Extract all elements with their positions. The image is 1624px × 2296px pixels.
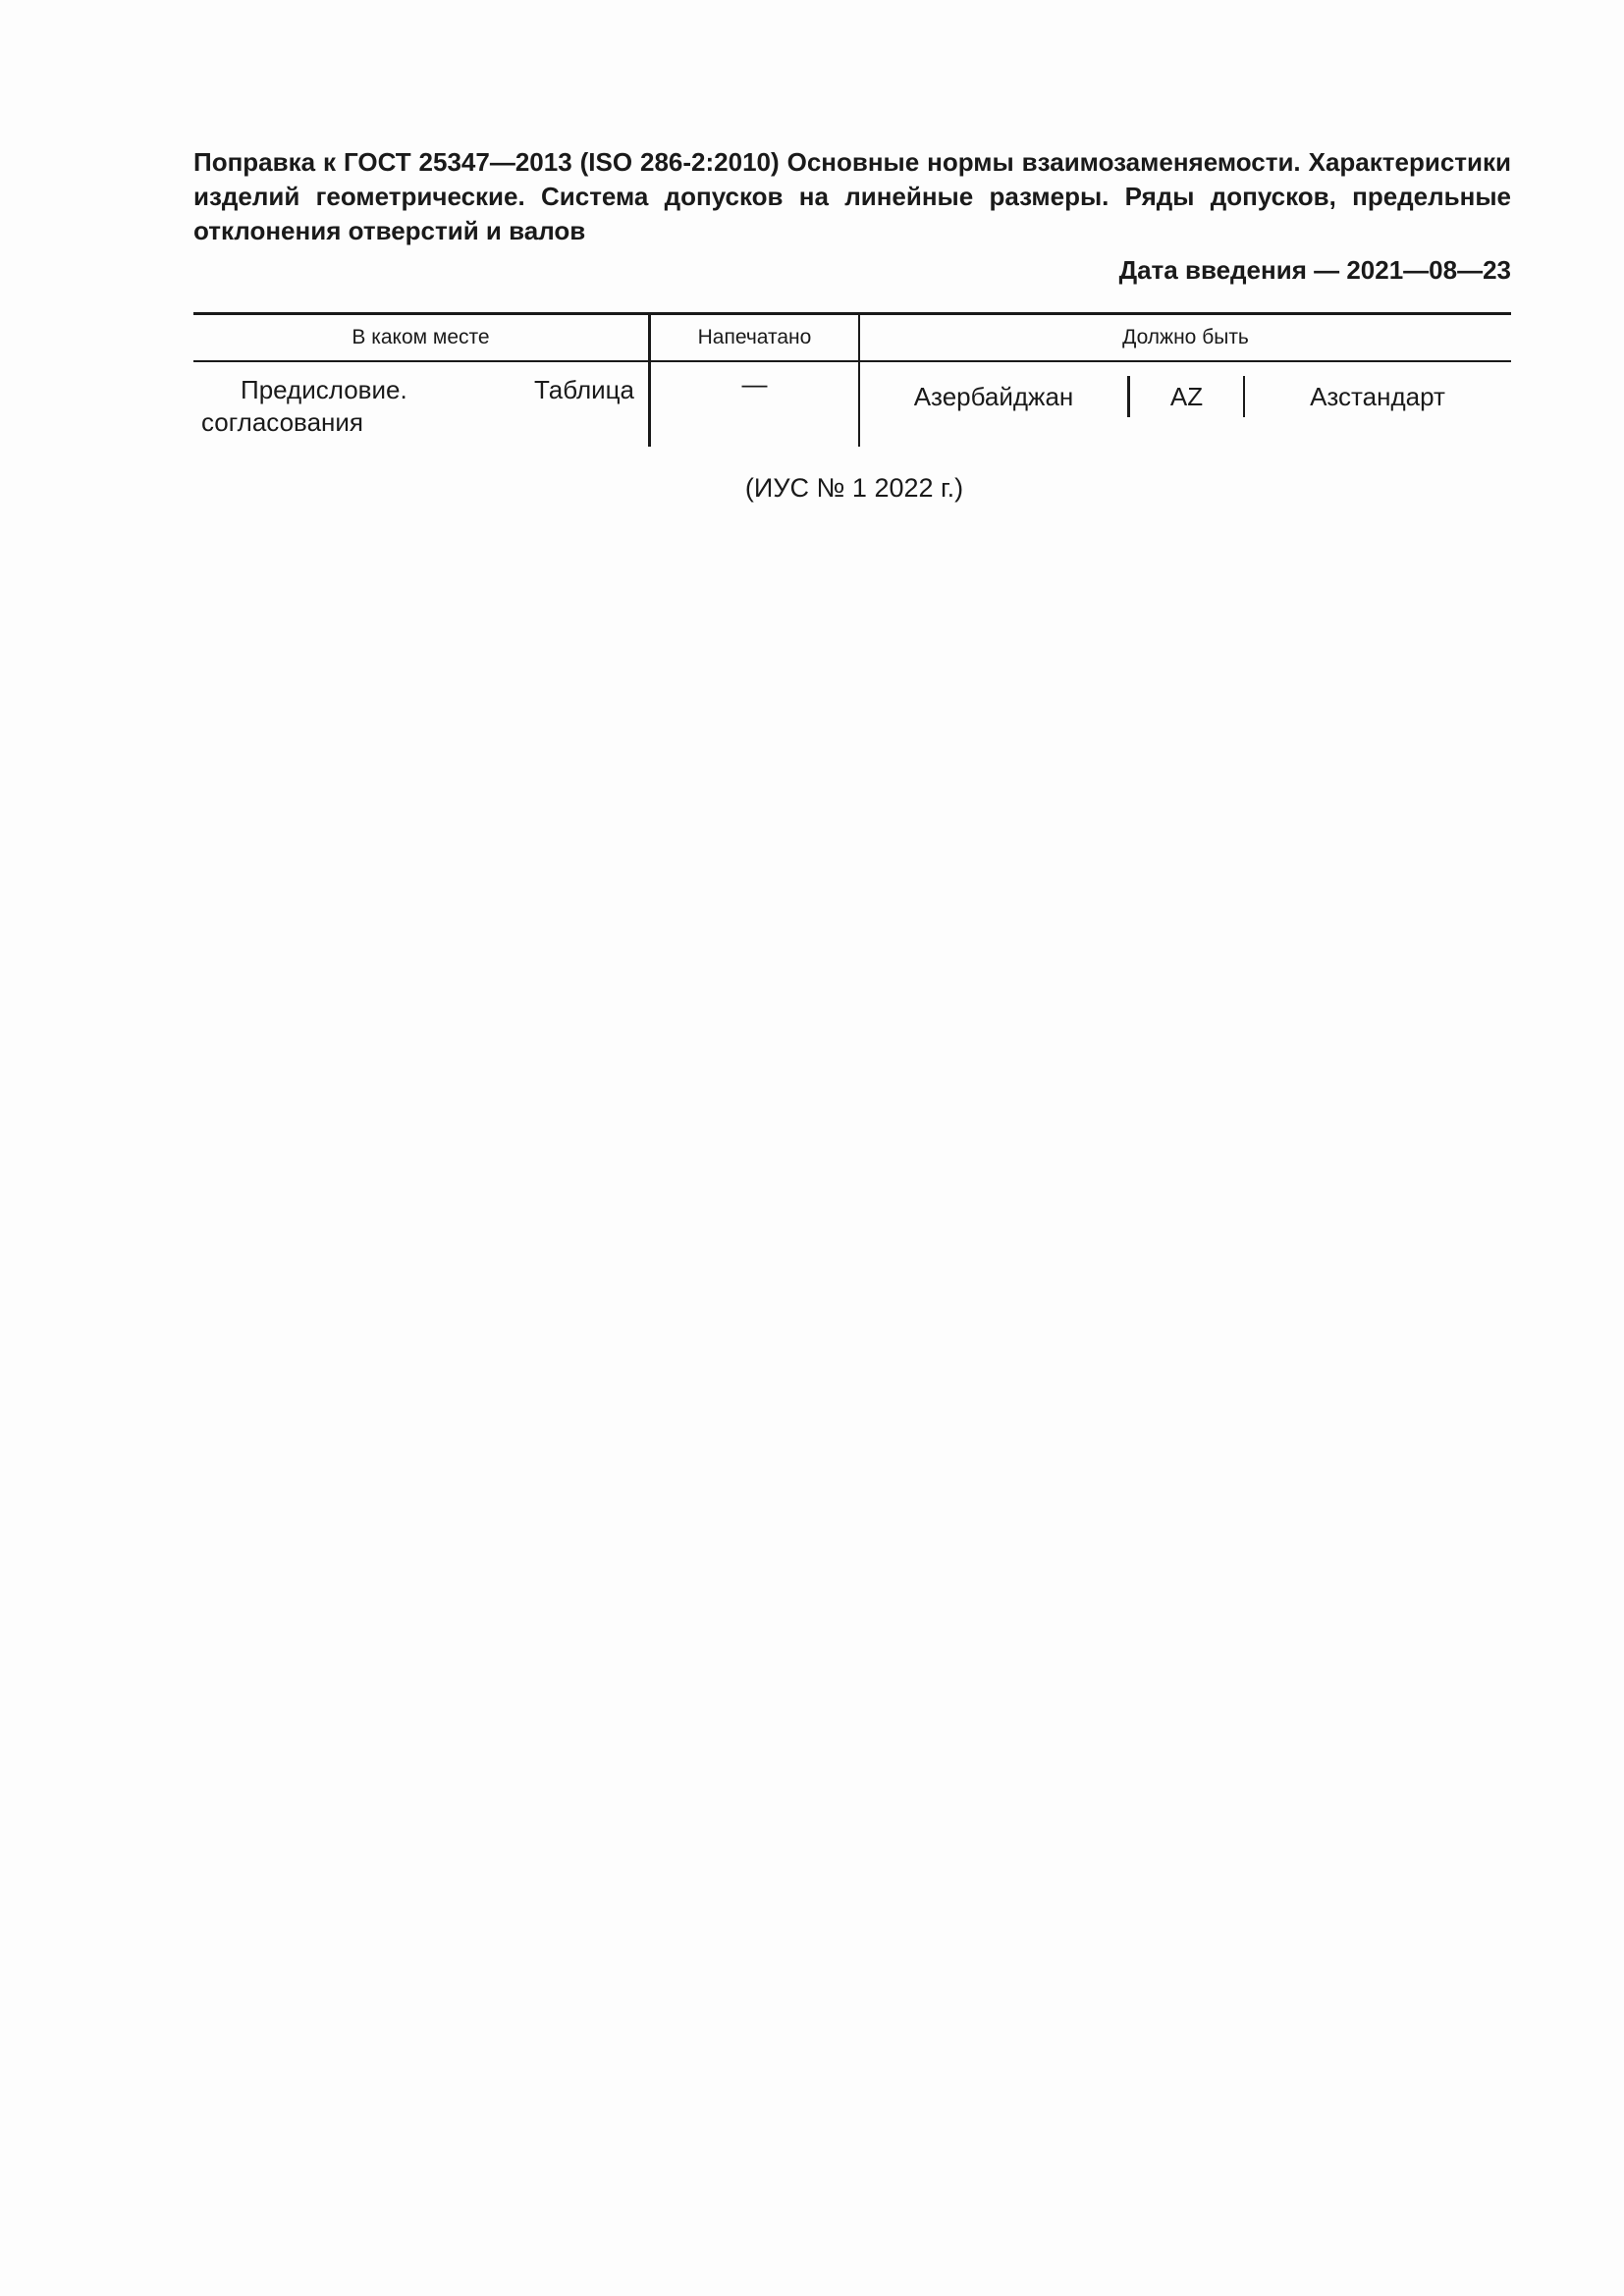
country-code: AZ: [1127, 376, 1245, 417]
source-reference: (ИУС № 1 2022 г.): [744, 473, 964, 503]
amendment-title: Поправка к ГОСТ 25347—2013 (ISO 286-2:2010) Основные нормы взаимозаменяемости. Характеристики изделий геометрические. Система допусков на линейные размеры. Ряды допусков, предельные отклонения отверстий и валов: [193, 147, 1511, 245]
header-should-be: Должно быть: [1122, 326, 1249, 348]
introduction-date: Дата введения — 2021—08—23: [1118, 255, 1511, 285]
cell-printed: —: [651, 362, 860, 447]
cell-where: Предисловие. Таблица согласования: [193, 362, 651, 447]
header-where: В каком месте: [193, 315, 651, 360]
country-name: Азербайджан: [913, 381, 1074, 411]
table-row: [193, 362, 1511, 447]
header-printed: Напечатано: [651, 315, 860, 360]
standards-agency: Азстандарт: [1310, 381, 1445, 411]
cell-should-be: [860, 362, 1511, 447]
table-header-row: [193, 315, 1511, 362]
amendment-table: [193, 312, 1511, 447]
